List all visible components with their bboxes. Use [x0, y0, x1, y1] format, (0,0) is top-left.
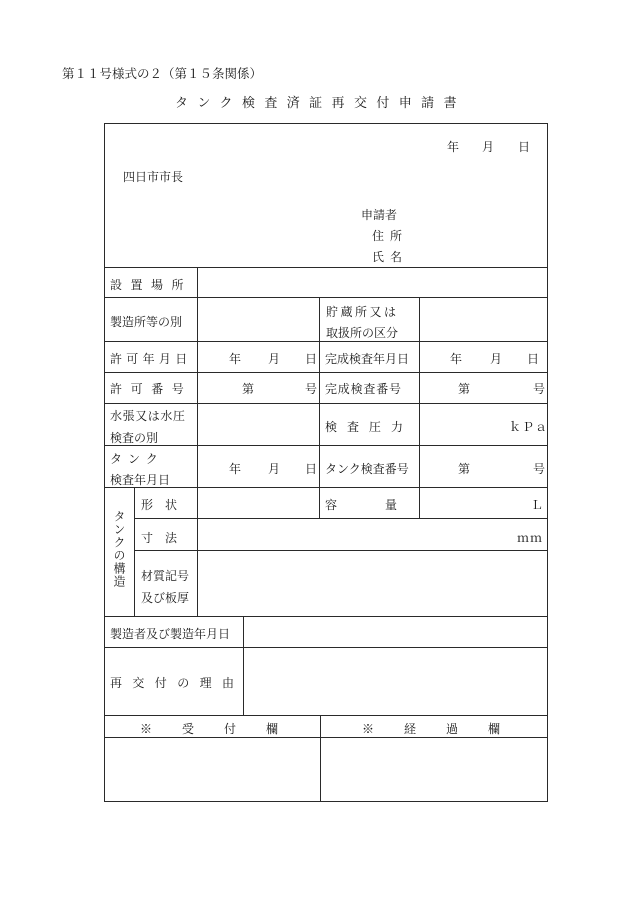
date-month: 月 — [482, 140, 495, 154]
tank-number-field[interactable] — [421, 447, 546, 486]
permit-number-label: 許可番号 — [110, 382, 193, 396]
tank-date-label-1: タンク — [110, 452, 164, 466]
facility-type-field[interactable] — [199, 299, 318, 340]
completion-number-go: 号 — [533, 382, 546, 396]
test-pressure-field[interactable] — [421, 405, 506, 444]
permit-date-label: 許可年月日 — [110, 352, 192, 366]
applicant-name-label: 氏名 — [372, 250, 409, 264]
row-line — [104, 297, 548, 298]
water-test-label-1: 水張又は水圧 — [110, 409, 186, 423]
date-day-input[interactable] — [495, 132, 515, 154]
table-border-bottom — [104, 801, 548, 802]
col-line — [197, 487, 198, 617]
dimension-label: 寸法 — [141, 531, 190, 545]
completion-date-field[interactable] — [421, 343, 546, 371]
tank-date-day: 日 — [305, 462, 318, 476]
col-line — [243, 616, 244, 716]
col-line — [319, 297, 320, 519]
progress-field — [322, 739, 546, 800]
permit-number-go: 号 — [305, 382, 318, 396]
table-border-right — [547, 123, 548, 802]
capacity-label: 容量 — [325, 498, 446, 512]
reception-header: ※受付欄 — [140, 722, 309, 736]
manufacturer-label: 製造者及び製造年月日 — [110, 627, 231, 641]
row-line — [104, 403, 548, 404]
shape-field[interactable] — [199, 489, 318, 517]
col-line — [320, 715, 321, 802]
addressee: 四日市市長 — [123, 170, 184, 184]
dimension-unit: ｍｍ — [517, 531, 544, 545]
col-line — [197, 267, 198, 488]
row-line — [104, 372, 548, 373]
row-line — [104, 267, 548, 268]
facility-type-label: 製造所等の別 — [110, 315, 183, 329]
col-line — [134, 487, 135, 617]
table-border-top — [104, 123, 548, 124]
permit-date-year: 年 — [229, 352, 242, 366]
permit-date-month: 月 — [268, 352, 281, 366]
row-line — [104, 737, 548, 738]
test-pressure-label: 検査圧力 — [325, 420, 414, 434]
applicant-address-field[interactable] — [412, 224, 542, 243]
row-line — [104, 715, 548, 716]
capacity-field[interactable] — [421, 489, 526, 517]
dimension-field[interactable] — [199, 520, 509, 549]
applicant-address-label: 住所 — [372, 229, 409, 243]
completion-number-dai: 第 — [458, 382, 471, 396]
test-pressure-unit: ｋＰａ — [509, 420, 549, 434]
tank-date-label-2: 検査年月日 — [110, 473, 171, 487]
permit-number-field[interactable] — [199, 374, 318, 402]
col-line — [419, 297, 420, 519]
material-label-1: 材質記号 — [141, 569, 190, 583]
permit-date-field[interactable] — [199, 343, 318, 371]
table-border-left — [104, 123, 105, 802]
form-number: 第１１号様式の２（第１５条関係） — [62, 66, 263, 81]
completion-date-year: 年 — [450, 352, 463, 366]
date-year-input[interactable] — [420, 132, 442, 154]
row-line — [104, 647, 548, 648]
location-field[interactable] — [199, 269, 546, 296]
water-test-label-2: 検査の別 — [110, 431, 159, 445]
capacity-unit: Ｌ — [531, 498, 544, 512]
reason-field[interactable] — [245, 649, 546, 714]
location-label: 設置場所 — [110, 278, 193, 292]
tank-number-dai: 第 — [458, 462, 471, 476]
water-test-field[interactable] — [199, 405, 318, 444]
row-line — [104, 445, 548, 446]
date-month-input[interactable] — [459, 132, 479, 154]
completion-date-day: 日 — [527, 352, 540, 366]
date-year: 年 — [447, 140, 460, 154]
reception-field — [106, 739, 318, 800]
row-line — [104, 341, 548, 342]
applicant-label: 申請者 — [361, 208, 398, 222]
tank-structure-label: タンクの構造 — [112, 510, 126, 588]
permit-date-day: 日 — [305, 352, 318, 366]
tank-date-month: 月 — [268, 462, 281, 476]
tank-number-label: タンク検査番号 — [325, 462, 409, 476]
applicant-name-field[interactable] — [412, 245, 542, 264]
completion-number-label: 完成検査番号 — [325, 382, 402, 396]
reason-label: 再交付の理由 — [110, 676, 245, 690]
material-field[interactable] — [199, 552, 546, 615]
storage-type-field[interactable] — [421, 299, 546, 340]
date-day: 日 — [518, 140, 531, 154]
completion-number-field[interactable] — [421, 374, 546, 402]
material-label-2: 及び板厚 — [141, 591, 190, 605]
tank-number-go: 号 — [533, 462, 546, 476]
tank-date-field[interactable] — [199, 447, 318, 486]
progress-header: ※経過欄 — [362, 722, 531, 736]
tank-date-year: 年 — [229, 462, 242, 476]
manufacturer-field[interactable] — [245, 618, 546, 646]
storage-type-label-1: 貯蔵所又は — [326, 305, 399, 319]
completion-date-label: 完成検査年月日 — [325, 352, 410, 366]
row-line — [104, 616, 548, 617]
shape-label: 形状 — [141, 498, 190, 512]
completion-date-month: 月 — [490, 352, 503, 366]
storage-type-label-2: 取扱所の区分 — [326, 326, 399, 340]
form-title: タンク検査済証再交付申請書 — [175, 96, 466, 111]
permit-number-dai: 第 — [242, 382, 255, 396]
row-line — [104, 487, 548, 488]
